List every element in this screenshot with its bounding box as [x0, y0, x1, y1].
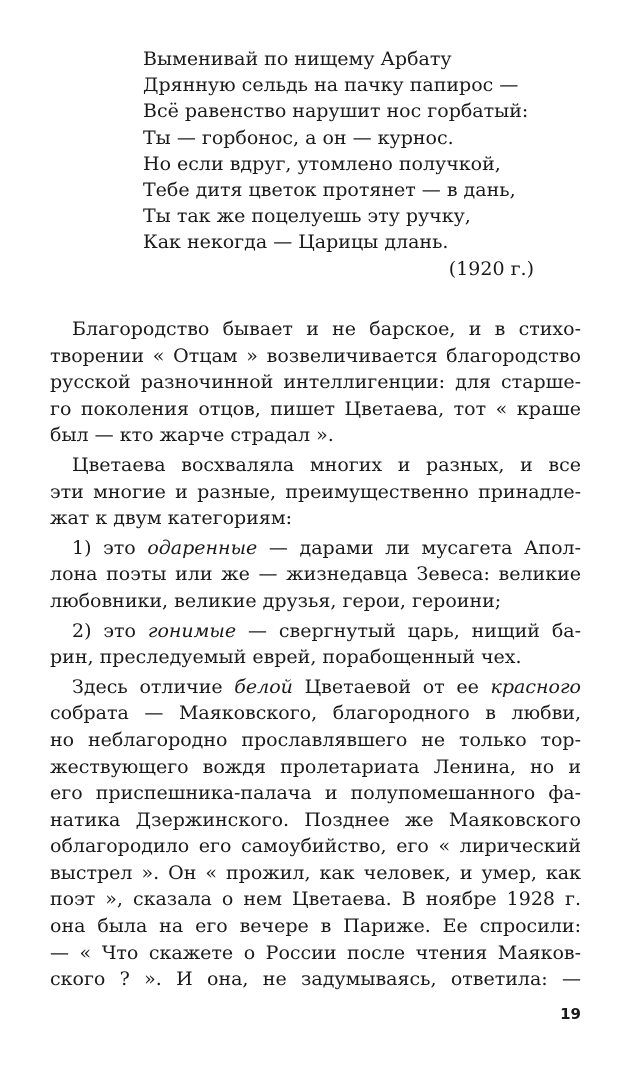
paragraph-line: Цветаева восхваляла многих и разных, и все	[72, 453, 581, 476]
poem-line: Выменивай по нищему Арбату	[143, 48, 452, 70]
paragraph-line: лона поэты или же — жизнедавца Зевеса: великие	[50, 563, 581, 586]
list-item-first-line	[50, 618, 581, 645]
paragraph-line: творении « Отцам » возвеличивается благородство	[50, 344, 581, 367]
list-item-text: — дарами ли мусагета Апол-	[257, 536, 582, 559]
list-item-first-line	[50, 535, 581, 562]
paragraph-line: она была на его вечере в Париже. Ее спросили:	[50, 915, 581, 938]
paragraph-line: натика Дзержинского. Позднее же Маяковского	[50, 808, 581, 831]
list-item-text: 2) это	[72, 619, 148, 642]
poem-line: Дрянную сельдь на пачку папирос —	[143, 74, 519, 97]
emphasis-text: белой	[234, 675, 293, 698]
poem-stanza	[143, 46, 543, 282]
paragraph-line: облагородило его самоубийство, его « лирический	[50, 835, 581, 858]
paragraph-line: го поколения отцов, пишет Цветаева, тот « краше	[50, 397, 581, 420]
paragraph-line: жат к двум категориям:	[50, 507, 293, 530]
poem-line: Тебе дитя цветок протянет — в дань,	[143, 178, 516, 201]
paragraph-text: Цветаевой от ее	[292, 675, 491, 698]
prose-body	[50, 316, 581, 993]
paragraph-text: Здесь отличие	[72, 675, 235, 698]
paragraph-line: был — кто жарче страдал ».	[50, 424, 334, 447]
paragraph-line: любовники, великие друзья, герои, героини;	[50, 589, 502, 612]
poem-line: Как некогда — Царицы длань.	[143, 231, 449, 254]
poem-line: Ты так же поцелуешь эту ручку,	[143, 205, 471, 228]
poem-line: Всё равенство нарушит нос горбатый:	[143, 100, 529, 123]
paragraph-line: Благородство бывает и не барское, и в стихо-	[72, 318, 581, 340]
paragraph-line: русской разночинной интеллигенции: для старше-	[50, 371, 581, 394]
paragraph-line: рин, преследуемый еврей, порабощенный чех.	[50, 646, 522, 669]
paragraph-line: выстрел ». Он « прожил, как человек, и умер, как	[50, 861, 581, 884]
poem-date: (1920 г.)	[448, 257, 534, 280]
paragraph-first-line	[50, 674, 581, 701]
list-item-text: 1) это	[72, 536, 148, 559]
poem-line: Но если вдруг, утомлено получкой,	[143, 152, 501, 175]
paragraph-line: его приспешника-палача и полупомешанного фа-	[50, 782, 581, 805]
paragraph-line: жествующего вождя пролетариата Ленина, но и	[50, 755, 581, 778]
emphasis-text: гонимые	[147, 619, 237, 642]
paragraph-line: — « Что скажете о России после чтения Маяков-	[50, 941, 581, 964]
emphasis-text: красного	[490, 675, 581, 698]
page-number: 19	[560, 1005, 581, 1023]
poem-line: Ты — горбонос, а он — курнос.	[143, 126, 454, 149]
emphasis-text: одаренные	[147, 536, 258, 559]
paragraph-line: ского ? ». И она, не задумываясь, ответила: —	[50, 968, 581, 991]
list-item-text: — свергнутый царь, нищий ба-	[236, 619, 582, 642]
paragraph-line: собрата — Маяковского, благородного в любви,	[50, 702, 581, 725]
paragraph-line: но неблагородно прославлявшего не только тор-	[50, 728, 581, 751]
paragraph-line: эти многие и разные, преимущественно принадле-	[50, 480, 581, 503]
paragraph-line: поэт », сказала о нем Цветаева. В ноябре 1928 г.	[50, 888, 581, 911]
